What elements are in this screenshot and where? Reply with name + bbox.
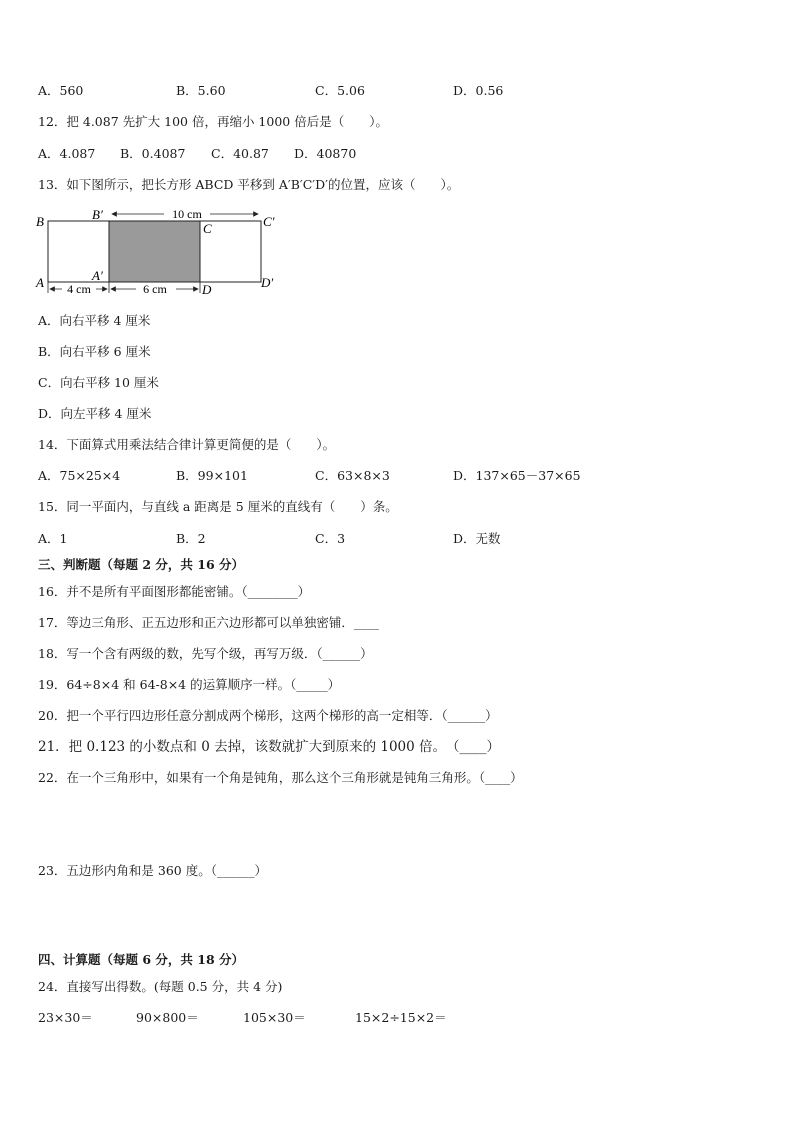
vertex-label-b-prime: B′ (92, 207, 103, 222)
q13-option-d[interactable]: D．向左平移 4 厘米 (38, 406, 152, 421)
judgment-16: 16．并不是所有平面图形都能密铺。（________） (38, 584, 311, 599)
q24-item-2: 90×800＝ (136, 1010, 199, 1025)
vertex-label-d: D (202, 282, 212, 297)
q14-option-c[interactable]: C．63×8×3 (315, 468, 390, 483)
vertex-label-c-prime: C′ (263, 214, 275, 229)
q12-option-c[interactable]: C．40.87 (211, 146, 269, 161)
section-3-title: 三、判断题（每题 2 分，共 16 分） (38, 557, 245, 572)
vertex-label-d-prime: D′ (261, 275, 274, 290)
q24-item-4: 15×2÷15×2＝ (355, 1010, 447, 1025)
shaded-overlap (109, 221, 200, 282)
q11-option-b[interactable]: B．5.60 (176, 83, 226, 98)
q24-question: 24．直接写出得数。(每题 0.5 分，共 4 分) (38, 979, 283, 994)
judgment-23: 23．五边形内角和是 360 度。（______） (38, 863, 267, 878)
judgment-17: 17．等边三角形、正五边形和正六边形都可以单独密铺．____ (38, 615, 379, 630)
vertex-label-b: B (36, 214, 44, 229)
q12-option-a[interactable]: A．4.087 (38, 146, 96, 161)
judgment-18: 18．写一个含有两级的数，先写个级，再写万级．（______） (38, 646, 373, 661)
dim-label-left: 4 cm (67, 282, 91, 296)
q14-option-d[interactable]: D．137×65－37×65 (453, 468, 581, 483)
q24-item-3: 105×30＝ (243, 1010, 306, 1025)
q15-option-a[interactable]: A．1 (38, 531, 68, 546)
vertex-label-a: A (36, 275, 44, 290)
q11-option-d[interactable]: D．0.56 (453, 83, 504, 98)
vertex-label-c: C (203, 221, 212, 236)
judgment-19: 19．64÷8×4 和 64-8×4 的运算顺序一样。（_____） (38, 677, 341, 692)
judgment-21: 21．把 0.123 的小数点和 0 去掉，该数就扩大到原来的 1000 倍。 （____） (38, 739, 501, 755)
q14-option-b[interactable]: B．99×101 (176, 468, 248, 483)
q15-option-b[interactable]: B．2 (176, 531, 206, 546)
q13-option-a[interactable]: A．向右平移 4 厘米 (38, 313, 151, 328)
q15-option-d[interactable]: D．无数 (453, 531, 501, 546)
q14-question: 14．下面算式用乘法结合律计算更简便的是（ ）。 (38, 437, 336, 452)
translation-figure (30, 203, 290, 299)
dim-label-bottom: 6 cm (143, 282, 167, 296)
judgment-20: 20．把一个平行四边形任意分割成两个梯形，这两个梯形的高一定相等．（______） (38, 708, 498, 723)
q12-option-d[interactable]: D．40870 (294, 146, 357, 161)
section-4-title: 四、计算题（每题 6 分，共 18 分） (38, 952, 245, 967)
q12-option-b[interactable]: B．0.4087 (120, 146, 186, 161)
q13-question: 13．如下图所示，把长方形 ABCD 平移到 A′B′C′D′的位置，应该（ ）。 (38, 177, 460, 192)
q15-question: 15．同一平面内，与直线 a 距离是 5 厘米的直线有（ ）条。 (38, 499, 398, 514)
q12-question: 12．把 4.087 先扩大 100 倍，再缩小 1000 倍后是（ ）。 (38, 114, 388, 129)
q13-option-c[interactable]: C．向右平移 10 厘米 (38, 375, 159, 390)
q15-option-c[interactable]: C．3 (315, 531, 346, 546)
dim-label-top: 10 cm (172, 207, 202, 221)
q11-option-c[interactable]: C．5.06 (315, 83, 365, 98)
vertex-label-a-prime: A′ (92, 268, 103, 283)
q14-option-a[interactable]: A．75×25×4 (38, 468, 121, 483)
q13-option-b[interactable]: B．向右平移 6 厘米 (38, 344, 151, 359)
judgment-22: 22．在一个三角形中，如果有一个角是钝角，那么这个三角形就是钝角三角形。（____） (38, 770, 523, 785)
q11-option-a[interactable]: A．560 (38, 83, 84, 98)
q24-item-1: 23×30＝ (38, 1010, 93, 1025)
